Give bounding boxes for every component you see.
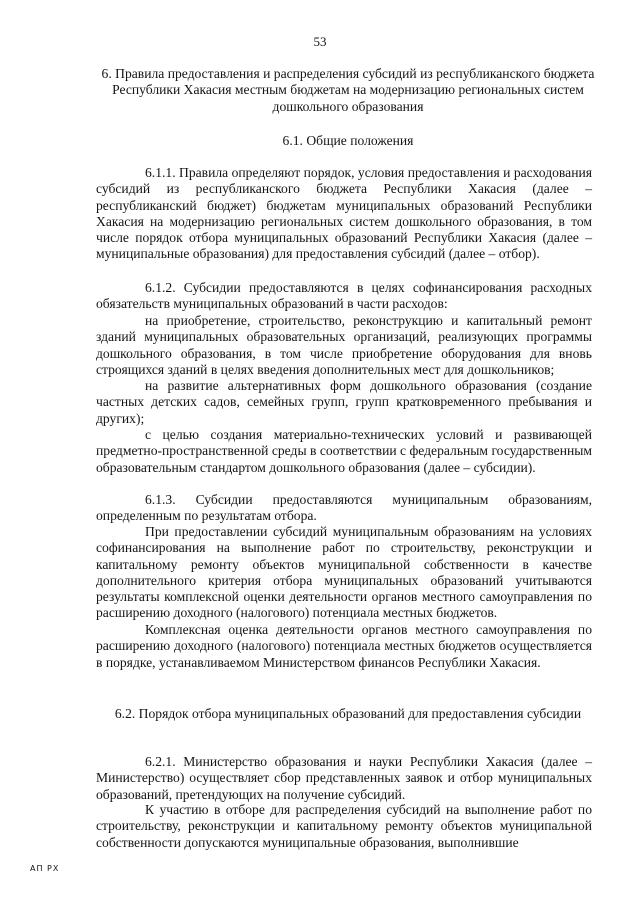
paragraph-6-1-1: 6.1.1. Правила определяют порядок, условия предоставления и расходования субсидий из республиканского бюджета Республики Хакасия (далее – республиканский бюджет) бюджетам муниципальных образований Республики Хакасия на модернизацию региональных систем дошкольного образования, в том числе порядок отбора муниципальных образований Республики Хакасия (далее – муниципальные образования) для предоставления субсидий (далее – отбор). (96, 165, 592, 262)
paragraph-complex-assessment: Комплексная оценка деятельности органов местного самоуправления по расширению доходного (налогового) потенциала местных бюджетов осуществляется в порядке, устанавливаемом Министерством финансов Республики Хакасия. (96, 622, 592, 670)
subsection-6-1-title: 6.1. Общие положения (282, 133, 414, 148)
subsection-6-2-title: 6.2. Порядок отбора муниципальных образований для предоставления субсидии (114, 706, 582, 721)
paragraph-expense-environment: с целью создания материально-технических условий и развивающей предметно-пространственной среды в соответствии с федеральным государственным образовательным стандартом дошкольного образования (далее – субсидии). (96, 427, 592, 475)
paragraph-6-1-2: 6.1.2. Субсидии предоставляются в целях софинансирования расходных обязательств муниципальных образований в части расходов: (96, 280, 592, 312)
paragraph-6-2-1: 6.2.1. Министерство образования и науки Республики Хакасия (далее – Министерство) осуществляет сбор представленных заявок и отбор муниципальных образований, претендующих на получение субсидий. (96, 754, 592, 802)
paragraph-selection-participation: К участию в отборе для распределения субсидий на выполнение работ по строительству, реконструкции и капитальному ремонту объектов муниципальной собственности допускаются муниципальные образования, выполнившие (96, 802, 592, 850)
paragraph-6-1-3: 6.1.3. Субсидии предоставляются муниципальным образованиям, определенным по результатам отбора. (96, 492, 592, 524)
paragraph-expense-construction: на приобретение, строительство, реконструкцию и капитальный ремонт зданий муниципальных образовательных организаций, реализующих программы дошкольного образования, в том числе приобретение оборудования для вновь строящихся зданий в целях введения дополнительных мест для дошкольников; (96, 313, 592, 377)
page-number: 53 (313, 34, 327, 49)
paragraph-expense-alternative-forms: на развитие альтернативных форм дошкольного образования (создание частных детских садов, семейных групп, групп кратковременного пребывания и других); (96, 378, 592, 426)
section-heading: 6. Правила предоставления и распределения субсидий из республиканского бюджета Республики Хакасия местным бюджетам на модернизацию региональных систем дошкольного образования (101, 66, 595, 114)
paragraph-cofinancing-criteria: При предоставлении субсидий муниципальным образованиям на условиях софинансирования на выполнение работ по строительству, реконструкции и капитальному ремонту объектов муниципальной собственности в качестве дополнительного критерия отбора муниципальных образований учитываются результаты комплексной оценки деятельности органов местного самоуправления по расширению доходного (налогового) потенциала местных бюджетов. (96, 524, 592, 621)
footer-mark: АП РХ (30, 864, 60, 873)
